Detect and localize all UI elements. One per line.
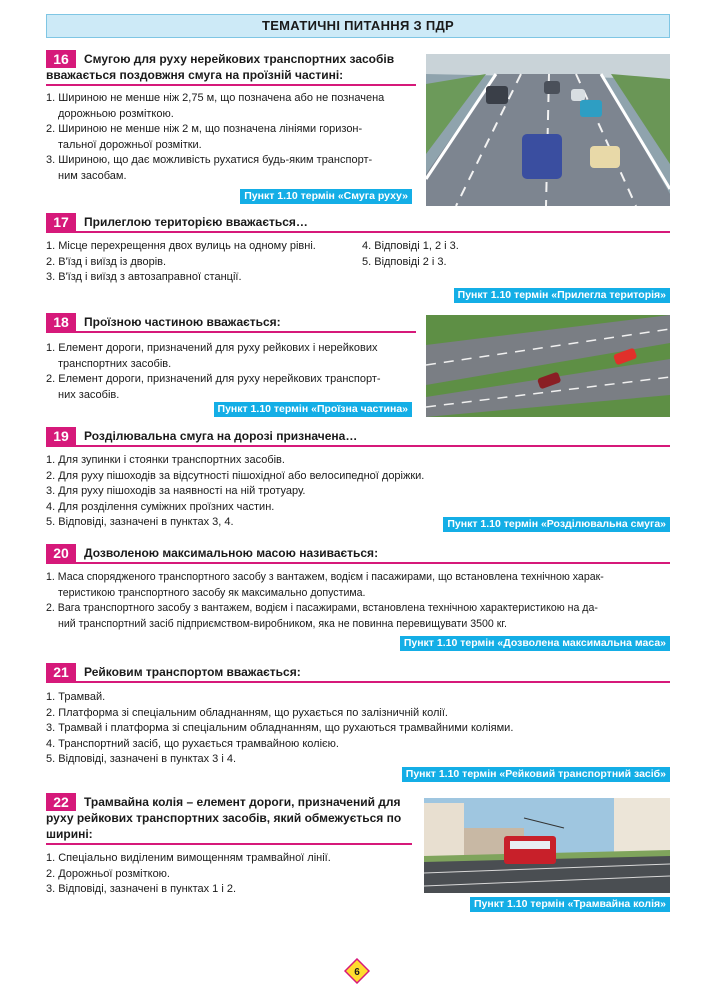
answer-option: 3. Відповіді, зазначені в пунктах 1 і 2. — [46, 883, 237, 895]
reference-label: Пункт 1.10 термін «Прилегла територія» — [454, 288, 670, 303]
car-grey — [544, 81, 560, 94]
page-number: 6 — [354, 967, 360, 978]
question-header — [46, 50, 416, 86]
question-title-line: вважається поздовжня смуга на проїзній частині: — [46, 68, 344, 82]
answer-option: 5. Відповіді, зазначені в пунктах 3 і 4. — [46, 753, 237, 765]
question-19 — [46, 427, 670, 531]
question-number: 18 — [46, 313, 76, 331]
question-number: 16 — [46, 50, 76, 68]
tram-illustration — [424, 798, 670, 893]
question-21 — [46, 663, 670, 780]
answer-option: 4. Транспортний засіб, що рухається трамвайною колією. — [46, 737, 339, 750]
question-header — [46, 213, 670, 233]
reference-label: Пункт 1.10 термін «Рейковий транспортний засіб» — [402, 767, 670, 782]
question-header — [46, 544, 670, 564]
truck-blue — [522, 134, 562, 179]
answer-option: 2. Для руху пішоходів за відсутності пішохідної або велосипедної доріжки. — [46, 469, 425, 482]
question-18 — [46, 313, 670, 415]
question-number: 17 — [46, 213, 76, 231]
answer-list — [46, 570, 670, 632]
reference-label: Пункт 1.10 термін «Розділювальна смуга» — [443, 517, 670, 532]
question-title-line: Смугою для руху нерейкових транспортних засобів — [84, 52, 395, 66]
answer-list — [46, 91, 416, 184]
answer-option: 5. Відповіді, зазначені в пунктах 3, 4. — [46, 516, 234, 528]
answer-option: 1. Для зупинки і стоянки транспортних засобів. — [46, 454, 285, 466]
question-title: Дозволеною максимальною масою називається: — [84, 546, 379, 560]
answer-list — [46, 239, 670, 286]
reference-label: Пункт 1.10 термін «Дозволена максимальна маса» — [400, 636, 670, 651]
answer-column-right — [362, 239, 459, 286]
question-header — [46, 313, 416, 333]
question-22 — [46, 793, 670, 910]
answer-option: 2. Платформа зі спеціальним обладнанням, що рухається по залізничній колії. — [46, 706, 448, 719]
question-title — [84, 51, 394, 67]
answer-option: 3. Шириною, що дає можливість рухатися будь-яким транспорт- — [46, 154, 373, 166]
question-title-line: Трамвайна колія – елемент дороги, призначений для — [84, 795, 401, 809]
question-header — [46, 427, 670, 447]
question-title: Рейковим транспортом вважається: — [84, 665, 301, 679]
carriageway-illustration — [426, 315, 670, 417]
question-header — [46, 663, 670, 683]
question-header — [46, 793, 412, 845]
answer-list — [46, 851, 412, 898]
answer-option: 1. Місце перехрещення двох вулиць на одному рівні. — [46, 240, 316, 252]
answer-list — [46, 341, 416, 403]
answer-option: 2. Шириною не менше ніж 2 м, що позначена лініями горизон- — [46, 123, 363, 135]
answer-option-cont: ний транспортний засіб підприємством-виробником, яка не повинна перевищувати 3500 кг. — [58, 617, 507, 630]
answer-option: 2. Дорожньої розміткою. — [46, 867, 170, 880]
answer-option: 4. Відповіді 1, 2 і 3. — [362, 240, 459, 252]
answer-option: 2. В'їзд і виїзд із дворів. — [46, 255, 167, 268]
page-title: ТЕМАТИЧНІ ПИТАННЯ З ПДР — [46, 14, 670, 38]
answer-option-cont: дорожньою розміткою. — [58, 107, 174, 120]
question-17 — [46, 213, 670, 301]
answer-option-cont: них засобів. — [58, 388, 120, 401]
question-number: 22 — [46, 793, 76, 811]
question-20 — [46, 544, 670, 649]
road-lanes-illustration — [426, 54, 670, 206]
question-title: Розділювальна смуга на дорозі призначена… — [84, 429, 358, 443]
answer-option: 3. Для руху пішоходів за наявності на ній тротуару. — [46, 485, 306, 497]
question-title: Прилеглою територією вважається… — [84, 215, 308, 229]
reference-label: Пункт 1.10 термін «Трамвайна колія» — [470, 897, 670, 912]
question-16 — [46, 50, 670, 202]
reference-label: Пункт 1.10 термін «Смуга руху» — [240, 189, 412, 204]
question-title: Проїзною частиною вважається: — [84, 315, 281, 329]
answer-option-cont: тальної дорожньої розмітки. — [58, 138, 202, 151]
answer-column-left — [46, 239, 362, 286]
answer-option: 3. В'їзд і виїзд з автозаправної станції. — [46, 271, 242, 283]
reference-label: Пункт 1.10 термін «Проїзна частина» — [214, 402, 412, 417]
question-number: 20 — [46, 544, 76, 562]
question-number: 21 — [46, 663, 76, 681]
answer-option: 1. Елемент дороги, призначений для руху рейкових і нерейкових — [46, 342, 378, 354]
answer-option: 5. Відповіді 2 і 3. — [362, 255, 447, 268]
car-dark — [486, 86, 508, 104]
question-number: 19 — [46, 427, 76, 445]
answer-option: 3. Трамвай і платформа зі спеціальним обладнанням, що рухаються трамвайними коліями. — [46, 722, 514, 734]
answer-option: 4. Для розділення суміжних проїзних частин. — [46, 500, 275, 513]
answer-option-cont: транспортних засобів. — [58, 357, 172, 370]
answer-option-cont: теристикою транспортного засобу як максимально допустима. — [58, 586, 366, 599]
answer-option: 1. Шириною не менше ніж 2,75 м, що позначена або не позначена — [46, 92, 385, 104]
tram — [504, 836, 556, 864]
page-number-badge — [344, 958, 370, 984]
question-title-line: руху рейкових транспортних засобів, який обмежується по — [46, 811, 402, 825]
car-blue — [580, 100, 602, 117]
answer-option: 2. Елемент дороги, призначений для руху нерейкових транспорт- — [46, 373, 381, 385]
car-beige — [590, 146, 620, 168]
car-white — [571, 89, 585, 101]
answer-option: 1. Трамвай. — [46, 691, 106, 703]
question-title-line: ширині: — [46, 827, 93, 841]
answer-option: 1. Спеціально виділеним вимощенням трамвайної лінії. — [46, 852, 331, 864]
answer-list — [46, 690, 670, 768]
answer-option: 1. Маса спорядженого транспортного засобу з вантажем, водієм і пасажирами, що встановлена технічною харак- — [46, 571, 604, 583]
answer-option: 2. Вага транспортного засобу з вантажем, водієм і пасажирами, встановлена технічною характеристикою на да- — [46, 602, 598, 614]
answer-option-cont: ним засобам. — [58, 169, 127, 182]
